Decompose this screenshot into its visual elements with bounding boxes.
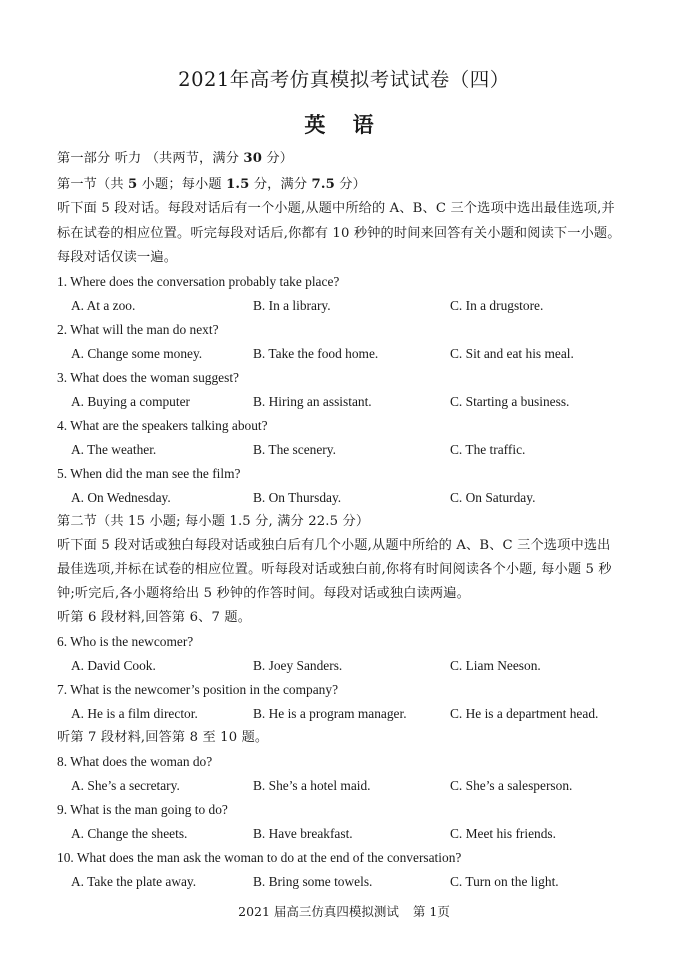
- option-b: B. Joey Sanders.: [253, 658, 343, 673]
- exam-title: 2021年高考仿真模拟考试试卷（四）: [178, 68, 510, 91]
- section2-instruction: 最佳选项,并标在试卷的相应位置。听每段对话或独白前,你将有时间阅读各个小题, 每小题 5 秒: [57, 562, 612, 577]
- option-a: A. At a zoo.: [71, 298, 136, 313]
- section2-instruction: 钟;听完后,各小题将给出 5 秒钟的作答时间。每段对话或独白读两遍。: [57, 586, 470, 601]
- option-a: A. Buying a computer: [71, 394, 191, 409]
- option-a: A. On Wednesday.: [71, 490, 171, 505]
- question-5: 5. When did the man see the film?: [57, 466, 241, 481]
- question-2: 2. What will the man do next?: [57, 322, 219, 337]
- option-a: A. Change the sheets.: [71, 826, 188, 841]
- option-b: B. She’s a hotel maid.: [253, 778, 371, 793]
- question-1: 1. Where does the conversation probably take place?: [57, 274, 340, 289]
- footer-exam-name: 2021 届高三仿真四模拟测试: [238, 904, 399, 919]
- question-8: 8. What does the woman do?: [57, 754, 213, 769]
- option-b: B. Bring some towels.: [253, 874, 373, 889]
- option-c: C. Sit and eat his meal.: [450, 346, 574, 361]
- option-a: A. Take the plate away.: [71, 874, 197, 889]
- option-b: B. Have breakfast.: [253, 826, 353, 841]
- option-a: A. The weather.: [71, 442, 157, 457]
- option-c: C. In a drugstore.: [450, 298, 544, 313]
- section1-instruction: 标在试卷的相应位置。听完每段对话后,你都有 10 秒钟的时间来回答有关小题和阅读下一小题。: [57, 226, 621, 241]
- option-b: B. He is a program manager.: [253, 706, 407, 721]
- section1-instruction: 听下面 5 段对话。每段对话后有一个小题,从题中所给的 A、B、C 三个选项中选出最佳选项,并: [57, 201, 615, 216]
- section1-heading: 第一节（共 5 小题；每小题 1.5 分，满分 7.5 分）: [57, 177, 366, 192]
- question-7: 7. What is the newcomer’s position in the company?: [57, 682, 339, 697]
- page-footer: [0, 904, 688, 920]
- material-6-note: 听第 6 段材料,回答第 6、7 题。: [57, 610, 252, 625]
- option-a: A. She’s a secretary.: [71, 778, 180, 793]
- option-c: C. Starting a business.: [450, 394, 570, 409]
- option-c: C. On Saturday.: [450, 490, 536, 505]
- option-b: B. On Thursday.: [253, 490, 342, 505]
- footer-page-number: 第 1页: [412, 904, 450, 919]
- option-c: C. She’s a salesperson.: [450, 778, 573, 793]
- part1-heading: 第一部分 听力 （共两节，满分 30 分）: [57, 151, 294, 166]
- question-9: 9. What is the man going to do?: [57, 802, 228, 817]
- question-4: 4. What are the speakers talking about?: [57, 418, 268, 433]
- question-3: 3. What does the woman suggest?: [57, 370, 239, 385]
- option-c: C. He is a department head.: [450, 706, 599, 721]
- question-10: 10. What does the man ask the woman to do at the end of the conversation?: [57, 850, 462, 865]
- section2-instruction: 听下面 5 段对话或独白每段对话或独白后有几个小题,从题中所给的 A、B、C 三个选项中选出: [57, 538, 611, 553]
- question-6: 6. Who is the newcomer?: [57, 634, 194, 649]
- material-7-note: 听第 7 段材料,回答第 8 至 10 题。: [57, 730, 269, 745]
- section2-heading: 第二节（共 15 小题; 每小题 1.5 分, 满分 22.5 分）: [57, 514, 370, 529]
- section1-instruction: 每段对话仅读一遍。: [57, 250, 178, 265]
- option-c: C. Liam Neeson.: [450, 658, 541, 673]
- option-b: B. Take the food home.: [253, 346, 379, 361]
- option-b: B. The scenery.: [253, 442, 336, 457]
- subject-title: 英 语: [304, 112, 384, 137]
- option-b: B. Hiring an assistant.: [253, 394, 372, 409]
- option-a: A. Change some money.: [71, 346, 203, 361]
- option-c: C. Turn on the light.: [450, 874, 559, 889]
- option-c: C. The traffic.: [450, 442, 526, 457]
- option-c: C. Meet his friends.: [450, 826, 556, 841]
- option-a: A. David Cook.: [71, 658, 156, 673]
- option-a: A. He is a film director.: [71, 706, 198, 721]
- option-b: B. In a library.: [253, 298, 331, 313]
